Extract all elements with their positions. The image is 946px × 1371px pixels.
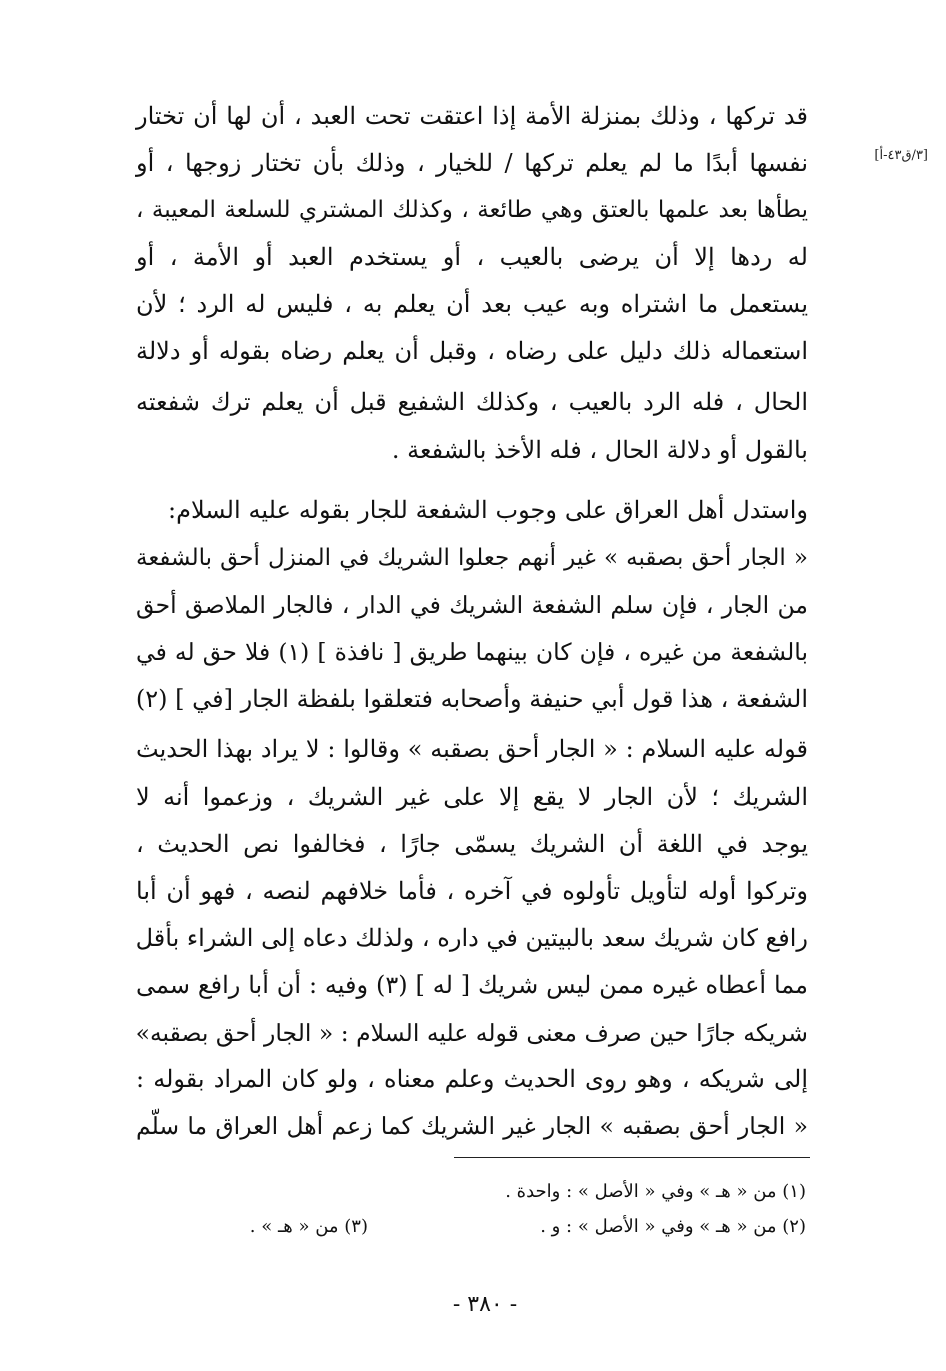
footnote-separator [454,1157,810,1158]
page-number: - ٣٨٠ - [452,1292,518,1317]
text-line: الحال ، فله الرد بالعيب ، وكذلك الشفيع قبل أن يعلم ترك شفعته [136,388,808,416]
text-line: شريكه جارًا حين صرف معنى قوله عليه السلام : « الجار أحق بصقبه» [135,1019,808,1047]
text-line: واستدل أهل العراق على وجوب الشفعة للجار بقوله عليه السلام: [168,496,808,524]
text-line: رافع كان شريك سعد بالبيتين في داره ، ولذلك دعاه إلى الشراء بأقل [135,924,808,952]
text-line: بالشفعة من غيره ، فإن كان بينهما طريق [ نافذة ] (١) فلا حق له في [136,638,808,666]
footnote-1: (١) من « هـ » وفي « الأصل » : واحدة . [505,1181,806,1202]
text-line: الشفعة ، هذا قول أبي حنيفة وأصحابه فتعلقوا بلفظة الجار [في ] (٢) [135,685,808,713]
text-line: إلى شريكه ، وهو روى الحديث وعلم معناه ، ولو كان المراد بقوله : [136,1065,808,1093]
text-line: من الجار ، فإن سلم الشفعة الشريك في الدار ، فالجار الملاصق أحق [136,591,808,619]
text-line: يوجد في اللغة أن الشريك يسمّى جارًا ، فخالفوا نص الحديث ، [136,830,808,858]
text-line: « الجار أحق بصقبه » غير أنهم جعلوا الشريك في المنزل أحق بالشفعة [136,545,808,571]
text-line: بالقول أو دلالة الحال ، فله الأخذ بالشفعة . [391,436,808,464]
text-line: قد تركها ، وذلك بمنزلة الأمة إذا اعتقت تحت العبد ، أن لها أن تختار [136,102,809,130]
text-line: نفسها أبدًا ما لم يعلم تركها / للخيار ، وذلك بأن تختار زوجها ، أو [136,149,808,177]
text-line: « الجار أحق بصقبه » الجار غير الشريك كما زعم أهل العراق ما سلّم [136,1112,808,1140]
manuscript-folio-reference: [٣/ق٤٣-أ] [874,148,928,163]
text-line: وتركوا أوله لتأويل تأولوه في آخره ، فأما خلافهم لنصه ، فهو أن أبا [136,877,808,905]
footnote-2: (٢) من « هـ » وفي « الأصل » : و . [540,1216,806,1237]
text-line: يستعمل ما اشتراه وبه عيب بعد أن يعلم به ، فليس له الرد ؛ لأن [136,290,808,318]
text-line: الشريك ؛ لأن الجار لا يقع إلا على غير الشريك ، وزعموا أنه لا [136,783,808,811]
footnote-3: (٣) من « هـ » . [249,1216,368,1237]
text-line: قوله عليه السلام : « الجار أحق بصقبه » وقالوا : لا يراد بهذا الحديث [136,735,808,763]
text-line: مما أعطاه غيره ممن ليس شريك [ له ] (٣) وفيه : أن أبا رافع سمى [136,971,808,999]
text-line: يطأها بعد علمها بالعتق وهي طائعة ، وكذلك المشتري للسلعة المعيبة ، [136,197,808,223]
text-line: استعماله ذلك دليل على رضاه ، وقبل أن يعلم رضاه بقوله أو دلالة [136,337,808,365]
text-line: له ردها إلا أن يرضى بالعيب ، أو يستخدم العبد أو الأمة ، أو [136,243,808,271]
